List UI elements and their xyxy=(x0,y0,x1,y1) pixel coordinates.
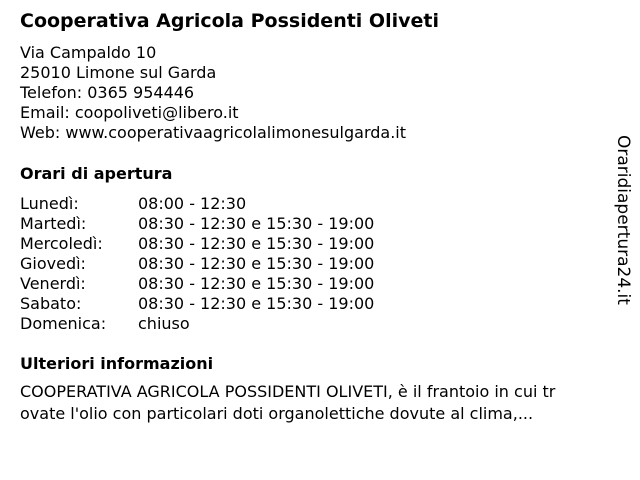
business-description xyxy=(20,381,625,425)
opening-hours-table xyxy=(20,194,374,334)
hours-day: Giovedì: xyxy=(20,254,86,273)
phone-line: Telefon: 0365 954446 xyxy=(20,83,195,102)
hours-row-wednesday xyxy=(20,234,374,254)
web-line: Web: www.cooperativaagricolalimonesulgarda.it xyxy=(20,123,406,142)
hours-time: chiuso xyxy=(138,314,190,333)
hours-time: 08:30 - 12:30 e 15:30 - 19:00 xyxy=(138,214,375,233)
hours-row-monday xyxy=(20,194,374,214)
email-line: Email: coopoliveti@libero.it xyxy=(20,103,239,122)
hours-day: Mercoledì: xyxy=(20,234,103,253)
business-name: Cooperativa Agricola Possidenti Oliveti xyxy=(20,10,439,32)
hours-day: Lunedì: xyxy=(20,194,79,213)
hours-row-sunday xyxy=(20,314,374,334)
address-street: Via Campaldo 10 xyxy=(20,43,157,62)
site-brand-label: Oraridiapertura24.it xyxy=(613,135,633,305)
address-city: 25010 Limone sul Garda xyxy=(20,63,217,82)
hours-time: 08:30 - 12:30 e 15:30 - 19:00 xyxy=(138,234,375,253)
hours-row-saturday xyxy=(20,294,374,314)
description-line: COOPERATIVA AGRICOLA POSSIDENTI OLIVETI, è il frantoio in cui tr xyxy=(20,382,556,401)
contact-block xyxy=(20,43,406,143)
hours-row-thursday xyxy=(20,254,374,274)
more-info-heading: Ulteriori informazioni xyxy=(20,354,214,373)
description-line: ovate l'olio con particolari doti organolettiche dovute al clima,... xyxy=(20,404,534,423)
hours-time: 08:00 - 12:30 xyxy=(138,194,247,213)
hours-day: Sabato: xyxy=(20,294,82,313)
hours-day: Domenica: xyxy=(20,314,107,333)
hours-time: 08:30 - 12:30 e 15:30 - 19:00 xyxy=(138,294,375,313)
hours-time: 08:30 - 12:30 e 15:30 - 19:00 xyxy=(138,254,375,273)
hours-row-friday xyxy=(20,274,374,294)
hours-day: Martedì: xyxy=(20,214,87,233)
hours-day: Venerdì: xyxy=(20,274,86,293)
opening-hours-heading: Orari di apertura xyxy=(20,164,173,183)
hours-time: 08:30 - 12:30 e 15:30 - 19:00 xyxy=(138,274,375,293)
hours-row-tuesday xyxy=(20,214,374,234)
